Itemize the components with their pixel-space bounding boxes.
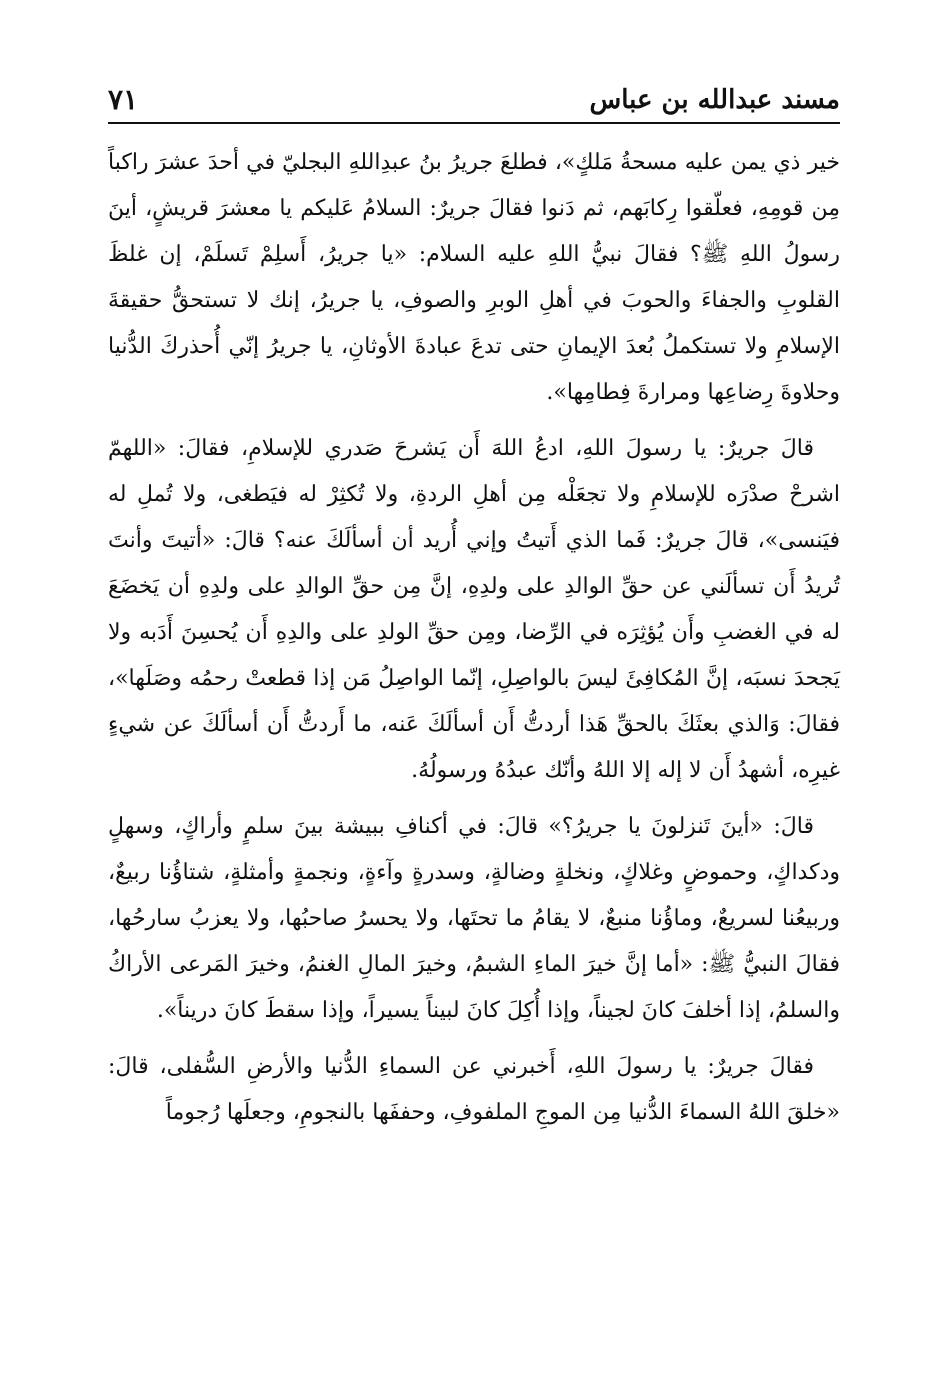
running-header	[108, 82, 840, 126]
body-text	[108, 140, 840, 1136]
paragraph-1: خير ذي يمن عليه مسحةُ مَلكٍ»، فطلعَ جريرُ بنُ عبدِاللهِ البجليّ في أحدَ عشرَ راكباً مِن قومِهِ، فعلّقوا رِكابَهم، ثم دَنوا فقالَ جريرٌ: السلامُ عَليكم يا معشرَ قريشٍ، أينَ رسولُ اللهِ ﷺ؟ فقالَ نبيُّ اللهِ عليه السلام: «يا جريرُ، أَسلِمْ تَسلَمْ، إن غلظَ القلوبِ والجفاءَ والحوبَ في أهلِ الوبرِ والصوفِ، يا جريرُ، إنك لا تستحقُّ حقيقةَ الإسلامِ ولا تستكملُ بُعدَ الإيمانِ حتى تدعَ عبادةَ الأوثانِ، يا جريرُ إنّي أُحذركَ الدُّنيا وحلاوةَ رِضاعِها ومرارةَ فِطامِها».	[108, 150, 840, 405]
running-title: مسند عبدالله بن عباس	[589, 85, 840, 115]
page-number: ٧١	[108, 83, 139, 116]
header-rule	[108, 122, 840, 124]
paragraph-2: قالَ جريرٌ: يا رسولَ اللهِ، ادعُ اللهَ أَن يَشرحَ صَدري للإسلامِ، فقالَ: «اللهمّ اشرحْ صدْرَه للإسلامِ ولا تجعَلْه مِن أهلِ الردةِ، ولا تُكثِرْ له فيَطغى، ولا تُملِ له فيَنسى»، قالَ جريرٌ: فَما الذي أَتيتُ وإني أُريد أن أسألَكَ عنه؟ قالَ: «أتيتَ وأنتَ تُريدُ أَن تسألَني عن حقِّ الوالدِ على ولدِهِ، إنَّ مِن حقِّ الوالدِ على ولدِهِ أن يَخضَعَ له في الغضبِ وأَن يُؤثِرَه في الرِّضا، ومِن حقِّ الولدِ على والدِهِ أَن يُحسِنَ أَدَبه ولا يَجحدَ نسبَه، إنَّ المُكافِئَ ليسَ بالواصِلِ، إنّما الواصِلُ مَن إذا قطعتْ رحمُه وصَلَها»، فقالَ: وَالذي بعثَكَ بالحقِّ هَذا أردتُّ أَن أسألَكَ عَنه، ما أَردتُّ أَن أسألَكَ عن شيءٍ غيرِه، أشهدُ أَن لا إله إلا اللهُ وأنّك عبدُهُ ورسولُهُ.	[108, 436, 840, 783]
paragraph-3: قالَ: «أينَ تَنزلونَ يا جريرُ؟» قالَ: في أكنافِ ببيشة بينَ سلمٍ وأراكٍ، وسهلٍ ودكداكٍ، وحموضٍ وغلاكٍ، ونخلةٍ وضالةٍ، وسدرةٍ وآءةٍ، ونجمةٍ وأمثلةٍ، شتاؤُنا ربيعٌ، وربيعُنا لسريعٌ، وماؤُنا منبعٌ، لا يقامُ ما تحتَها، ولا يحسرُ صاحبُها، ولا يعزبُ سارحُها، فقالَ النبيُّ ﷺ: «أما إنَّ خيرَ الماءِ الشبمُ، وخيرَ المالِ الغنمُ، وخيرَ المَرعى الأراكُ والسلمُ، إذا أخلفَ كانَ لجيناً، وإذا أُكِلَ كانَ لبيناً يسيراً، وإذا سقطَ كانَ دريناً».	[108, 814, 840, 1023]
paragraph-4: فقالَ جريرٌ: يا رسولَ اللهِ، أَخبرني عن السماءِ الدُّنيا والأرضِ السُّفلى، قالَ: «خلقَ اللهُ السماءَ الدُّنيا مِن الموجِ الملفوفِ، وحففَها بالنجومِ، وجعلَها رُجوماً	[108, 1054, 840, 1125]
